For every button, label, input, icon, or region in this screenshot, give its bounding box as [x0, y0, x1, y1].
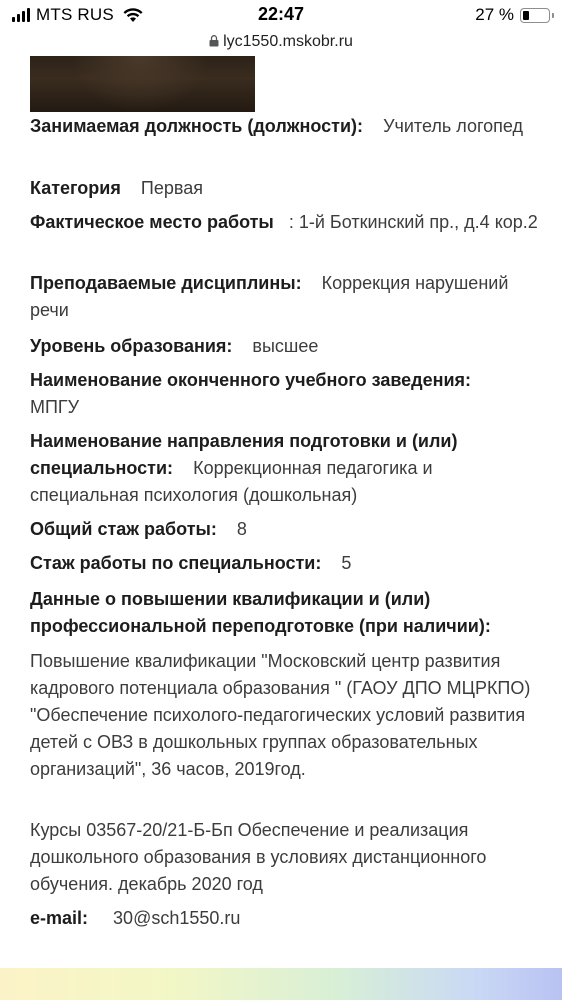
- battery-icon: [520, 8, 550, 23]
- workplace-value: : 1-й Боткинский пр., д.4 кор.2: [288, 212, 538, 232]
- carrier-name: MTS RUS: [36, 5, 114, 24]
- field-disciplines: [30, 270, 540, 324]
- qualification-item-1: Повышение квалификации "Московский центр развития кадрового потенциала образования " (ГАОУ ДПО МЦРКПО) "Обеспечение психолого-педагогических условий развития детей с ОВЗ в дошкольных группах образовательных организаций", 36 часов, 2019год.: [30, 651, 531, 779]
- field-total-experience: [30, 516, 540, 543]
- position-value: Учитель логопед: [383, 116, 524, 136]
- field-institution: [30, 367, 540, 421]
- institution-value: МПГУ: [30, 397, 80, 417]
- workplace-label: Фактическое место работы: [30, 212, 274, 232]
- disciplines-value: Коррекция нарушений речи: [30, 273, 509, 320]
- status-right: [475, 5, 550, 25]
- category-value: Первая: [140, 178, 203, 198]
- status-bar: [0, 0, 562, 30]
- field-specialty-experience: [30, 550, 540, 577]
- education-level-label: Уровень образования:: [30, 336, 233, 356]
- total-experience-value: 8: [236, 519, 247, 539]
- category-label: Категория: [30, 178, 121, 198]
- status-time: 22:47: [257, 4, 305, 24]
- field-workplace: [30, 209, 540, 236]
- disciplines-label: Преподаваемые дисциплины:: [30, 273, 302, 293]
- email-label: e-mail:: [30, 908, 89, 928]
- position-label: Занимаемая должность (должности):: [30, 116, 364, 136]
- field-education-level: [30, 333, 540, 360]
- specialty-experience-label: Стаж работы по специальности:: [30, 553, 322, 573]
- specialty-experience-value: 5: [341, 553, 352, 573]
- specialty-label: Наименование направления подготовки и (или) специальности:: [30, 431, 458, 478]
- teacher-photo: [30, 56, 255, 112]
- field-category: [30, 175, 540, 202]
- total-experience-label: Общий стаж работы:: [30, 519, 217, 539]
- lock-icon: [209, 35, 219, 47]
- qualification-item-2: Курсы 03567-20/21-Б-Бп Обеспечение и реализация дошкольного образования в условиях дистанционного обучения. декабрь 2020 год: [30, 820, 487, 894]
- address-bar[interactable]: [0, 30, 562, 54]
- battery-percent: 27 %: [475, 5, 514, 24]
- specialty-value: Коррекционная педагогика и специальная психология (дошкольная): [30, 458, 433, 505]
- url-text: lyc1550.mskobr.ru: [223, 33, 353, 50]
- field-specialty: [30, 428, 540, 509]
- battery-fill: [523, 11, 529, 20]
- email-link[interactable]: 30@sch1550.ru: [113, 908, 241, 928]
- field-position: [30, 113, 540, 140]
- qualification-label: Данные о повышении квалификации и (или) профессиональной переподготовке (при наличии):: [30, 589, 491, 636]
- bottom-gradient-strip: [0, 968, 562, 1000]
- field-email: [30, 905, 540, 932]
- field-qualification: [30, 586, 540, 640]
- education-level-value: высшее: [252, 336, 319, 356]
- institution-label: Наименование оконченного учебного заведения:: [30, 370, 472, 390]
